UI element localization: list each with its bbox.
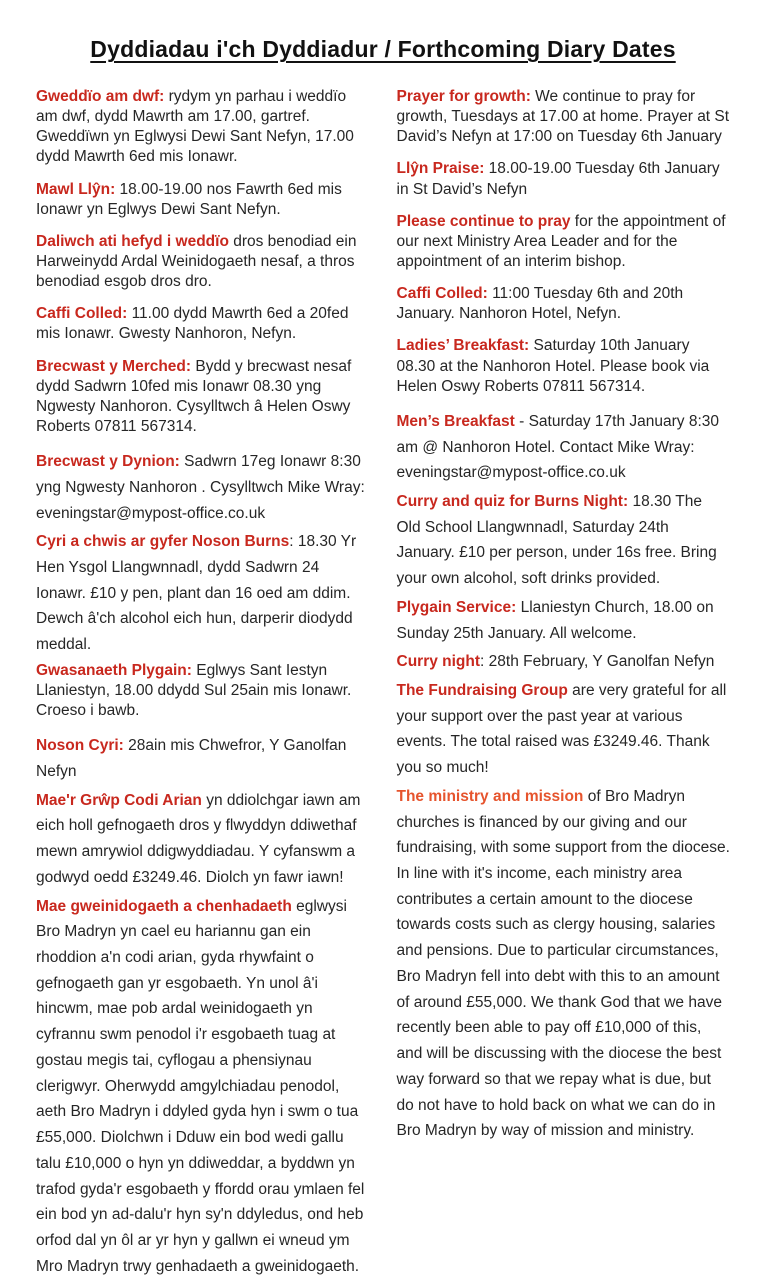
entry-heading: Brecwast y Dynion:: [36, 453, 180, 471]
entry-heading: Llŷn Praise:: [396, 160, 485, 178]
two-column-layout: [36, 87, 730, 1282]
entry-heading: Cyri a chwis ar gyfer Noson Burns: [36, 533, 290, 551]
diary-entry: [36, 529, 370, 658]
diary-entry: [36, 304, 370, 344]
entry-heading: Curry night: [396, 653, 481, 671]
diary-entry: [36, 661, 370, 721]
entry-heading: Caffi Colled:: [36, 305, 128, 323]
diary-entry: [397, 212, 731, 272]
entry-body: 18.30 The Old School Llangwnnadl, Saturday 24th January. £10 per person, under 16s free. Bring your own alcohol, soft drinks provided.: [396, 492, 717, 588]
diary-entry: [397, 87, 731, 147]
diary-entry: [397, 649, 731, 675]
entry-body: : 28th February, Y Ganolfan Nefyn: [480, 653, 715, 671]
diary-entry: [397, 678, 731, 781]
entry-body: 28ain mis Chwefror, Y Ganolfan Nefyn: [36, 737, 347, 780]
entry-body: for the appointment of our next Ministry Area Leader and for the appointment of an interim bishop.: [396, 212, 726, 270]
entry-heading: Please continue to pray: [396, 212, 571, 230]
entry-body: 18.00-19.00 nos Fawrth 6ed mis Ionawr yn Eglwys Dewi Sant Nefyn.: [36, 180, 342, 218]
entry-heading: Gweddïo am dwf:: [36, 88, 165, 105]
entry-heading: Mawl Llŷn:: [36, 180, 116, 198]
diary-entry: [36, 357, 370, 438]
entry-heading: Caffi Colled:: [396, 285, 488, 303]
entry-body: - Saturday 17th January 8:30 am @ Nanhoron Hotel. Contact Mike Wray: eveningstar@mypost-office.co.uk: [396, 412, 720, 482]
entry-body: Sadwrn 17eg Ionawr 8:30 yng Ngwesty Nanhoron . Cysylltwch Mike Wray: eveningstar@mypost-office.co.uk: [36, 453, 365, 522]
entry-heading: Noson Cyri:: [36, 737, 124, 755]
entry-heading: Gwasanaeth Plygain:: [36, 661, 192, 679]
diary-entry: [36, 87, 370, 168]
diary-entry: [397, 595, 731, 646]
entry-body: Llaniestyn Church, 18.00 on Sunday 25th January. All welcome.: [396, 598, 714, 642]
english-column: [397, 87, 731, 1147]
entry-body: : 18.30 Yr Hen Ysgol Llangwnnadl, dydd Sadwrn 24 Ionawr. £10 y pen, plant dan 16 oed am ddim. Dewch â'ch alcohol eich hun, darperir diodydd meddal.: [36, 533, 357, 654]
entry-heading: Prayer for growth:: [396, 88, 531, 105]
entry-body: of Bro Madryn churches is financed by our giving and our fundraising, with some support from the diocese. In line with it's income, each ministry area contributes a certain amount to the diocese towards costs such as clergy housing, salaries and pensions. Due to particular circumstances, Bro Madryn fell into debt with this to an amount of around £55,000. We thank God that we have recently been able to pay off £10,000 of this, and will be discussing with the diocese the best way forward so that we repay what is due, but do not have to hold back on what we can do in Bro Madryn by way of mission and ministry.: [396, 787, 730, 1140]
diary-entry: [36, 733, 370, 784]
entry-body: rydym yn parhau i weddïo am dwf, dydd Mawrth am 17.00, gartref. Gweddïwn yn Eglwysi Dewi Sant Nefyn, 17.00 dydd Mawrth 6ed mis Ionawr.: [36, 88, 354, 166]
entry-body: Eglwys Sant Iestyn Llaniestyn, 18.00 ddydd Sul 25ain mis Ionawr. Croeso i bawb.: [36, 661, 352, 720]
diary-entry: [397, 336, 731, 396]
diary-entry: [397, 784, 731, 1144]
entry-body: 11:00 Tuesday 6th and 20th January. Nanhoron Hotel, Nefyn.: [396, 285, 684, 323]
entry-body: 11.00 dydd Mawrth 6ed a 20fed mis Ionawr. Gwesty Nanhoron, Nefyn.: [36, 305, 349, 343]
entry-heading: Curry and quiz for Burns Night:: [396, 492, 629, 510]
entry-heading: Mae'r Grŵp Codi Arian: [36, 791, 202, 809]
diary-entry: [397, 159, 731, 199]
entry-heading: Mae gweinidogaeth a chenhadaeth: [36, 897, 292, 915]
diary-entry: [397, 489, 731, 592]
entry-heading: Brecwast y Merched:: [36, 357, 192, 375]
entry-body: Bydd y brecwast nesaf dydd Sadwrn 10fed mis Ionawr 08.30 yng Ngwesty Nanhoron. Cysylltwch â Helen Oswy Roberts 07811 567314.: [36, 357, 352, 435]
diary-entry: [397, 409, 731, 486]
entry-body: yn ddiolchgar iawn am eich holl gefnogaeth dros y flwyddyn ddiwethaf mewn amrywiol ddigwyddiadau. Y cyfanswm a godwyd oedd £3249.46. Diolch yn fawr iawn!: [36, 791, 361, 886]
entry-body: We continue to pray for growth, Tuesdays at 17.00 at home. Prayer at St David’s Nefyn at 17:00 on Tuesday 6th January: [396, 88, 730, 146]
diary-entry: [36, 449, 370, 526]
diary-entry: [36, 232, 370, 292]
entry-body: eglwysi Bro Madryn yn cael eu hariannu gan ein rhoddion a'n codi arian, gyda rhywfaint o gefnogaeth gan yr esgobaeth. Yn unol â'i hincwm, mae pob ardal weinidogaeth yn cyfrannu swm penodol i'r esgobaeth tuag at gostau megis tai, cyflogau a phensiynau clerigwyr. Oherwydd amgylchiadau penodol, aeth Bro Madryn i ddyled gyda hyn i swm o tua £55,000. Diolchwn i Dduw ein bod wedi gallu talu £10,000 o hyn yn ddiweddar, a byddwn yn trafod gyda'r esgobaeth y ffordd orau ymlaen fel ein bod yn ad-dalu'r hyn sy'n ddyledus, ond heb orfod dal yn ôl ar yr hyn y gallwn ei wneud ym Mro Madryn trwy genhadaeth a gweinidogaeth.: [36, 897, 365, 1275]
entry-heading: Men’s Breakfast: [396, 412, 515, 430]
entry-heading: The Fundraising Group: [396, 682, 568, 700]
entry-heading: Ladies’ Breakfast:: [396, 337, 530, 355]
page-title: Dyddiadau i'ch Dyddiadur / Forthcoming Diary Dates: [90, 36, 676, 62]
entry-body: 18.00-19.00 Tuesday 6th January in St David’s Nefyn: [396, 160, 720, 198]
entry-body: are very grateful for all your support over the past year at various events. The total raised was £3249.46. Thank you so much!: [396, 682, 727, 777]
diary-entry: [36, 894, 370, 1280]
diary-entry: [36, 180, 370, 220]
entry-heading: Daliwch ati hefyd i weddïo: [36, 232, 229, 250]
welsh-column: [36, 87, 370, 1282]
entry-heading: Plygain Service:: [396, 598, 517, 616]
entry-body: dros benodiad ein Harweinydd Ardal Weinidogaeth nesaf, a thros benodiad esgob dros dro.: [36, 232, 357, 291]
diary-entry: [397, 284, 731, 324]
entry-heading: The ministry and mission: [396, 787, 584, 805]
entry-body: Saturday 10th January 08.30 at the Nanhoron Hotel. Please book via Helen Oswy Roberts 07811 567314.: [396, 337, 710, 395]
diary-entry: [36, 788, 370, 891]
